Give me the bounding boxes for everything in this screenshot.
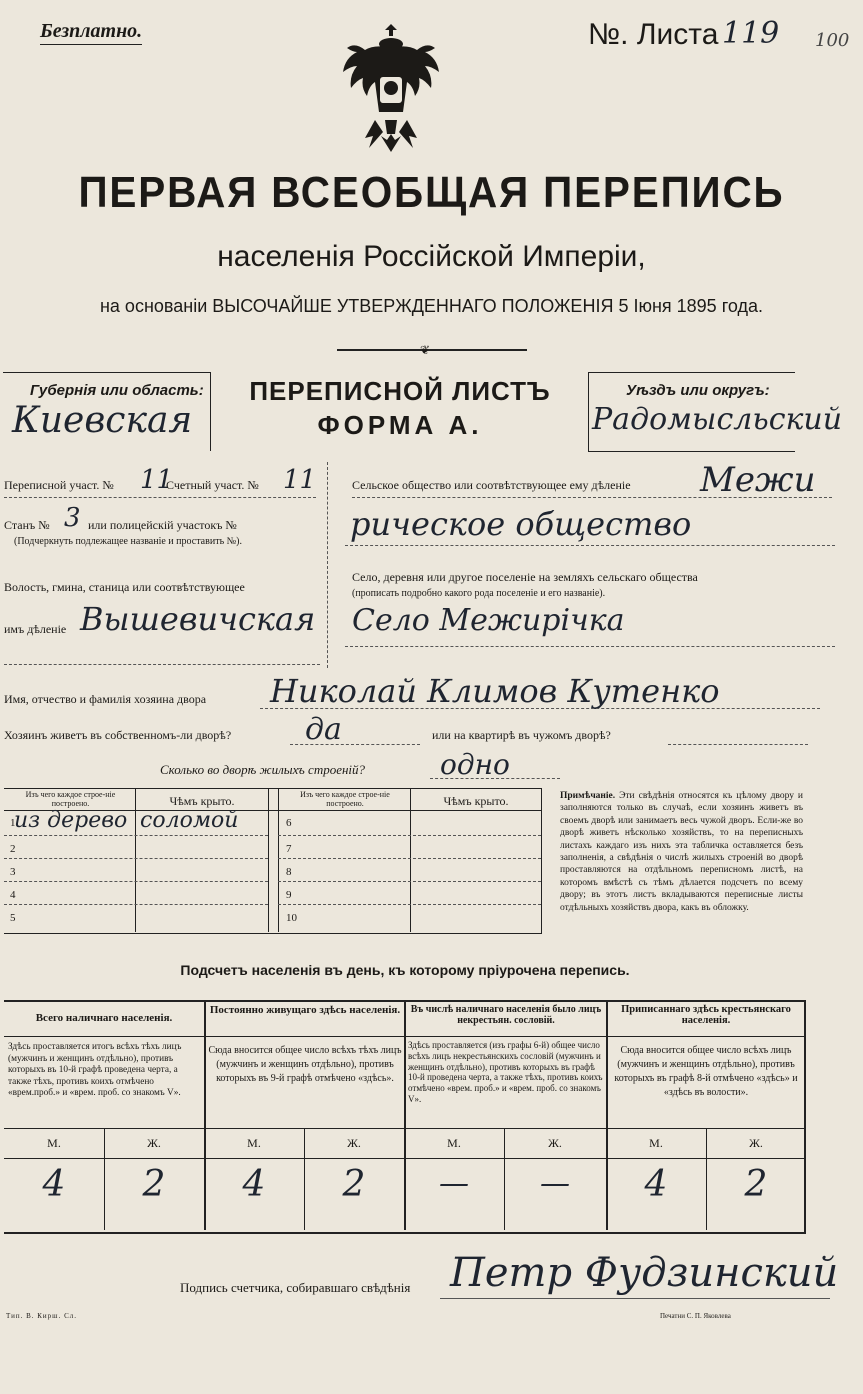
totals-col-title: Всего наличнаго населенія. bbox=[35, 1012, 173, 1024]
village-value: Село Межирiчка bbox=[352, 603, 625, 638]
list-title: ПЕРЕПИСНОЙ ЛИСТЪ bbox=[249, 376, 551, 406]
signature-label: Подпись счетчика, собиравшаго свѣдѣнія bbox=[180, 1280, 411, 1295]
resident-female-value: 2 bbox=[342, 1164, 366, 1205]
col-roof-left: Чѣмъ крыто. bbox=[169, 794, 235, 808]
count-area-label: Счетный участ. № bbox=[166, 478, 259, 492]
census-area-value: 11 bbox=[140, 465, 174, 495]
female-label: Ж. bbox=[147, 1136, 161, 1150]
stage-label: Станъ № bbox=[4, 518, 50, 532]
own-yard-label: Хозяинъ живетъ въ собственномъ-ли дворѣ? bbox=[4, 728, 232, 742]
totals-col-desc: Здѣсь проставляется (изъ графы 6-й) общее число всѣхъ лицъ некрестьянскихъ сословій (мужчинъ и женщинъ отдѣльно), противъ которыхъ въ графѣ 10-й проведена черта, а также тѣхъ, противъ коихъ отмѣчено «врем. проб.» и «врем. проб. со знакомъ V». bbox=[408, 1040, 603, 1104]
total-female-value: 2 bbox=[142, 1164, 166, 1205]
basis-line: на основаніи ВЫСОЧАЙШЕ УТВЕРЖДЕННАГО ПОЛОЖЕНІЯ 5 Іюня 1895 года. bbox=[99, 296, 763, 316]
signature-value: Петр Фудзинский bbox=[450, 1250, 839, 1296]
province-value: Киевская bbox=[12, 400, 193, 441]
owner-label: Имя, отчество и фамилія хозяина двора bbox=[4, 692, 207, 706]
form-label: ФОРМА А. bbox=[317, 410, 483, 440]
volost-label-1: Волость, гмина, станица или соотвѣтствующее bbox=[4, 580, 245, 594]
note-text: Эти свѣдѣнія относятся къ цѣлому двору и заполняются только въ случаѣ, если хозяинъ живетъ въ своемъ дворѣ или занимаетъ весь чужой дворъ. Если-же во дворѣ живетъ нѣсколько хозяйствъ, то на переписныхъ листахъ каждаго изъ нихъ эта табличка оставляется безъ заполненія, а свѣдѣнія о числѣ жилыхъ строеній во дворѣ проставляются на отдѣльномъ переписномъ листѣ, на которомъ вмѣстѣ съ тѣмъ дѣлается подсчетъ по всему двору; въ этотъ листъ вкладываются переписные листы отдѣльныхъ хозяйствъ двора, какъ въ обложку. bbox=[560, 791, 804, 913]
building-row-number: 1 bbox=[10, 817, 16, 829]
building-row-number: 10 bbox=[286, 912, 297, 924]
total-male-value: 4 bbox=[42, 1164, 66, 1205]
col-roof-right: Чѣмъ крыто. bbox=[443, 794, 509, 808]
building-roof: соломой bbox=[140, 808, 239, 833]
volost-label-2: имъ дѣленіе bbox=[4, 622, 67, 636]
corner-number: 100 bbox=[815, 30, 850, 51]
totals-col-title: Приписаннаго здѣсь крестьянскаго населенія. bbox=[621, 1004, 791, 1026]
society-value-2: рическое общество bbox=[350, 505, 692, 543]
building-row-number: 8 bbox=[286, 866, 292, 878]
male-label: М. bbox=[447, 1136, 461, 1150]
peasant-female-value: 2 bbox=[744, 1164, 768, 1205]
totals-col-title: Постоянно живущаго здѣсь населенія. bbox=[209, 1004, 401, 1016]
society-value-1: Межи bbox=[700, 460, 816, 500]
ornament-glyph: ❦ bbox=[420, 343, 431, 357]
main-title: ПЕРВАЯ ВСЕОБЩАЯ ПЕРЕПИСЬ bbox=[78, 168, 785, 217]
subtitle: населенія Россійской Имперіи, bbox=[217, 240, 646, 273]
col-material-left: Изъ чего каждое строе-ніе построено. bbox=[25, 790, 116, 808]
col-material-right: Изъ чего каждое строе-ніе построено. bbox=[300, 790, 390, 808]
province-label: Губернія или область: bbox=[30, 382, 204, 399]
village-label: Село, деревня или другое поселеніе на земляхъ сельскаго общества bbox=[352, 570, 698, 584]
village-note: (прописать подробно какого рода поселеніе и его названіе). bbox=[352, 588, 606, 599]
double-headed-eagle-emblem bbox=[335, 20, 447, 160]
nonpeasant-female-value: — bbox=[540, 1166, 570, 1201]
census-area-label: Переписной участ. № bbox=[4, 478, 114, 492]
building-row-number: 2 bbox=[10, 843, 16, 855]
buildings-label: Сколько во дворѣ жилыхъ строеній? bbox=[160, 762, 366, 777]
printer-right: Печатни С. П. Яковлева bbox=[660, 1312, 731, 1320]
owner-value: Николай Климов Кутенко bbox=[270, 672, 720, 710]
stage-or-label: или полицейскій участокъ № bbox=[88, 518, 237, 532]
building-row-number: 4 bbox=[10, 889, 16, 901]
totals-col-desc: Здѣсь проставляется итогъ всѣхъ тѣхъ лицъ (мужчинъ и женщинъ отдѣльно), противъ которыхъ въ 10-й графѣ проведена черта, а также тѣхъ, противъ коихъ отмѣчено «врем.проб.» и «врем. проб. со знакомъ V». bbox=[8, 1042, 182, 1098]
female-label: Ж. bbox=[749, 1136, 763, 1150]
building-material: из дерево bbox=[14, 808, 128, 833]
note-title: Примѣчаніе. bbox=[560, 791, 616, 801]
peasant-male-value: 4 bbox=[644, 1164, 668, 1205]
stage-note: (Подчеркнуть подлежащее названіе и проставить №). bbox=[14, 536, 242, 547]
own-yard-value: да bbox=[305, 712, 342, 747]
building-row-number: 5 bbox=[10, 912, 16, 924]
printer-left: Тип. В. Кирш. Сл. bbox=[6, 1312, 77, 1320]
building-row-number: 3 bbox=[10, 866, 16, 878]
buildings-note bbox=[560, 790, 803, 914]
building-row-number: 6 bbox=[286, 817, 292, 829]
male-label: М. bbox=[247, 1136, 261, 1150]
totals-col-desc: Сюда вносится общее число всѣхъ лицъ (мужчинъ и женщинъ отдѣльно), противъ которыхъ въ графѣ 8-й отмѣчено «здѣсь» и «здѣсь въ волости». bbox=[614, 1045, 798, 1098]
sheet-number-value: 119 bbox=[722, 16, 780, 51]
totals-col-title: Въ числѣ наличнаго населенія было лицъ некрестьян. сословій. bbox=[410, 1004, 602, 1026]
volost-value: Вышевичская bbox=[80, 600, 316, 638]
female-label: Ж. bbox=[347, 1136, 361, 1150]
buildings-value: одно bbox=[440, 748, 510, 781]
male-label: М. bbox=[47, 1136, 61, 1150]
stage-value: 3 bbox=[64, 503, 81, 533]
apartment-label: или на квартирѣ въ чужомъ дворѣ? bbox=[432, 728, 611, 742]
totals-col-desc: Сюда вносится общее число всѣхъ тѣхъ лицъ (мужчинъ и женщинъ отдѣльно), противъ которыхъ въ 9-й графѣ отмѣчено «здѣсь». bbox=[208, 1045, 402, 1084]
nonpeasant-male-value: — bbox=[439, 1166, 469, 1201]
building-row-number: 9 bbox=[286, 889, 292, 901]
ornament-divider bbox=[337, 349, 527, 351]
sheet-number-label: №. Листа bbox=[588, 18, 719, 51]
female-label: Ж. bbox=[548, 1136, 562, 1150]
society-label: Сельское общество или соотвѣтствующее ему дѣленіе bbox=[352, 478, 631, 492]
building-row-number: 7 bbox=[286, 843, 292, 855]
totals-heading: Подсчетъ населенія въ день, къ которому пріурочена перепись. bbox=[180, 962, 630, 978]
free-label: Безплатно. bbox=[40, 20, 142, 45]
count-area-value: 11 bbox=[283, 465, 317, 495]
district-label: Уѣздъ или округъ: bbox=[626, 382, 770, 399]
resident-male-value: 4 bbox=[242, 1164, 266, 1205]
male-label: М. bbox=[649, 1136, 663, 1150]
district-value: Радомысльский bbox=[592, 402, 843, 437]
